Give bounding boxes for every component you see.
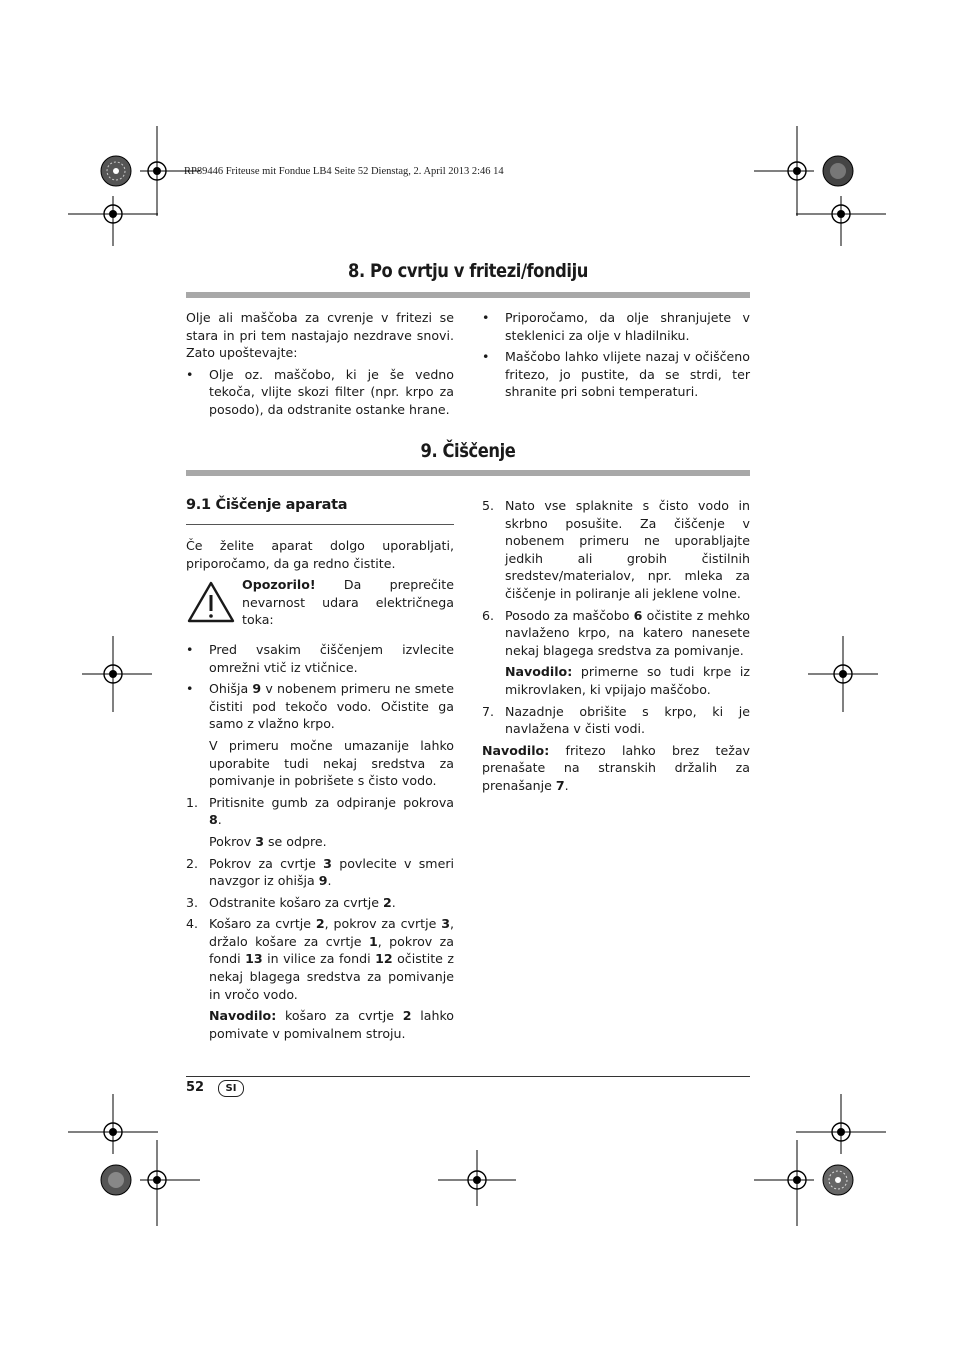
warning-text: Opozorilo! Da preprečite nevarnost udara električnega toka:	[242, 577, 454, 628]
warning-box	[186, 576, 454, 629]
list-item: 5. Nato vse splaknite s čisto vodo in skrbno posušite. Za čiščenje v nobenem primeru ne uporabljajte jedkih ali grobih čistilnih sredstev/materialov, npr. mleka za čiščenje in poliranje ali jeklene volne.	[482, 498, 750, 601]
section-8-left-column	[186, 309, 454, 423]
list-item-text: Olje oz. maščobo, ki je še vedno tekoča, vlijte skozi filter (npr. krpo za posodo), da odstranite ostanke hrane.	[209, 366, 454, 417]
step-number: 4.	[186, 916, 199, 932]
step-1-result: Pokrov 3 se odpre.	[209, 833, 327, 849]
step-4-note: Navodilo: košaro za cvrtje 2 lahko pomivate v pomivalnem stroju.	[209, 1008, 454, 1041]
list-item: • Ohišja 9 v nobenem primeru ne smete čistiti pod tekočo vodo. Očistite ga samo z vlažno krpo.	[186, 681, 454, 732]
page-number: 52	[186, 1080, 205, 1095]
list-item	[186, 366, 454, 419]
section-9-bullets	[186, 641, 454, 733]
bullet-marker: •	[482, 310, 490, 325]
section-9-rule	[186, 470, 750, 476]
list-item-text: Maščobo lahko vlijete nazaj v očiščeno fritezo, jo pustite, da se strdi, ter shranite pri sobni temperaturi.	[505, 349, 750, 400]
bullet-marker: •	[186, 681, 194, 697]
list-item-text: Priporočamo, da olje shranjujete v steklenici za olje v hladilniku.	[505, 310, 750, 343]
step-number: 2.	[186, 855, 199, 871]
list-item: 6. Posodo za maščobo 6 očistite z mehko navlaženo krpo, na katero nanesete nekaj blagega sredstva za pomivanje.	[482, 607, 750, 658]
list-item: 4. Košaro za cvrtje 2, pokrov za cvrtje 3, držalo košare za cvrtje 1, pokrov za fondi 13 in vilice za fondi 12 očistite z nekaj blagega sredstva za pomivanje in vročo vodo.	[186, 916, 454, 1002]
color-wheel-icon	[822, 155, 854, 187]
registration-mark-icon	[82, 636, 152, 712]
step-number: 6.	[482, 607, 495, 623]
list-item	[482, 309, 750, 344]
section-8-intro: Olje ali maščoba za cvrenje v fritezi se stara in pri tem nastajajo nezdrave snovi. Zato upoštevajte:	[186, 310, 454, 361]
list-item: 7. Nazadnje obrišite s krpo, ki je navlažena v čisti vodi.	[482, 703, 750, 737]
bullet-marker: •	[186, 641, 194, 657]
bullet-marker: •	[186, 366, 194, 382]
list-item-text: Pred vsakim čiščenjem izvlecite omrežni vtič iz vtičnice.	[209, 641, 454, 675]
section-9-left-column	[186, 537, 454, 1046]
cleaning-steps-list	[186, 794, 454, 1043]
color-wheel-icon	[100, 155, 132, 187]
section-8-rule	[186, 292, 750, 298]
list-item: 2. Pokrov za cvrtje 3 povlecite v smeri navzgor iz ohišja 9.	[186, 855, 454, 889]
section-8-left-bullets	[186, 366, 454, 419]
section-9-right-column	[482, 497, 750, 799]
step-number: 5.	[482, 498, 495, 513]
registration-mark-icon	[438, 1150, 516, 1206]
section-9-intro: Če želite aparat dolgo uporabljati, priporočamo, da ga redno čistite.	[186, 538, 454, 571]
section-9-title: 9. Čiščenje	[420, 440, 516, 462]
warning-label: Opozorilo!	[242, 577, 316, 593]
language-badge: SI	[218, 1080, 244, 1097]
registration-mark-icon	[68, 196, 158, 246]
bullet-marker: •	[482, 349, 490, 365]
section-8-right-bullets	[482, 309, 750, 401]
step-number: 7.	[482, 703, 495, 719]
list-item: 1. Pritisnite gumb za odpiranje pokrova 8.	[186, 794, 454, 828]
step-number: 1.	[186, 794, 199, 810]
footer-rule	[186, 1076, 750, 1077]
print-header: RP89446 Friteuse mit Fondue LB4 Seite 52 Dienstag, 2. April 2013 2:46 14	[184, 166, 504, 177]
warning-triangle-icon	[186, 580, 236, 624]
registration-mark-icon	[754, 1140, 814, 1226]
registration-mark-icon	[808, 636, 878, 712]
cleaning-steps-list-continued	[482, 497, 750, 738]
subsection-rule	[186, 524, 454, 525]
step-6-note: Navodilo: primerne so tudi krpe iz mikrovlaken, ki vpijajo maščobo.	[505, 664, 750, 697]
list-item	[186, 641, 454, 676]
step-number: 3.	[186, 894, 199, 910]
section-8-right-column	[482, 309, 750, 405]
list-item	[482, 348, 750, 401]
list-item: 3. Odstranite košaro za cvrtje 2.	[186, 894, 396, 910]
color-wheel-icon	[100, 1164, 132, 1196]
section-8-title: 8. Po cvrtju v fritezi/fondiju	[348, 260, 588, 282]
registration-mark-icon	[140, 1140, 200, 1226]
final-note: Navodilo: fritezo lahko brez težav prenašate na stranskih držalih za prenašanje 7.	[482, 742, 750, 793]
subsection-title: 9.1 Čiščenje aparata	[186, 497, 348, 513]
registration-mark-icon	[796, 196, 886, 246]
bullet-2-continuation: V primeru močne umazanije lahko uporabite tudi nekaj sredstva za pomivanje in pobrišete s čisto vodo.	[209, 737, 454, 789]
color-wheel-icon	[822, 1164, 854, 1196]
